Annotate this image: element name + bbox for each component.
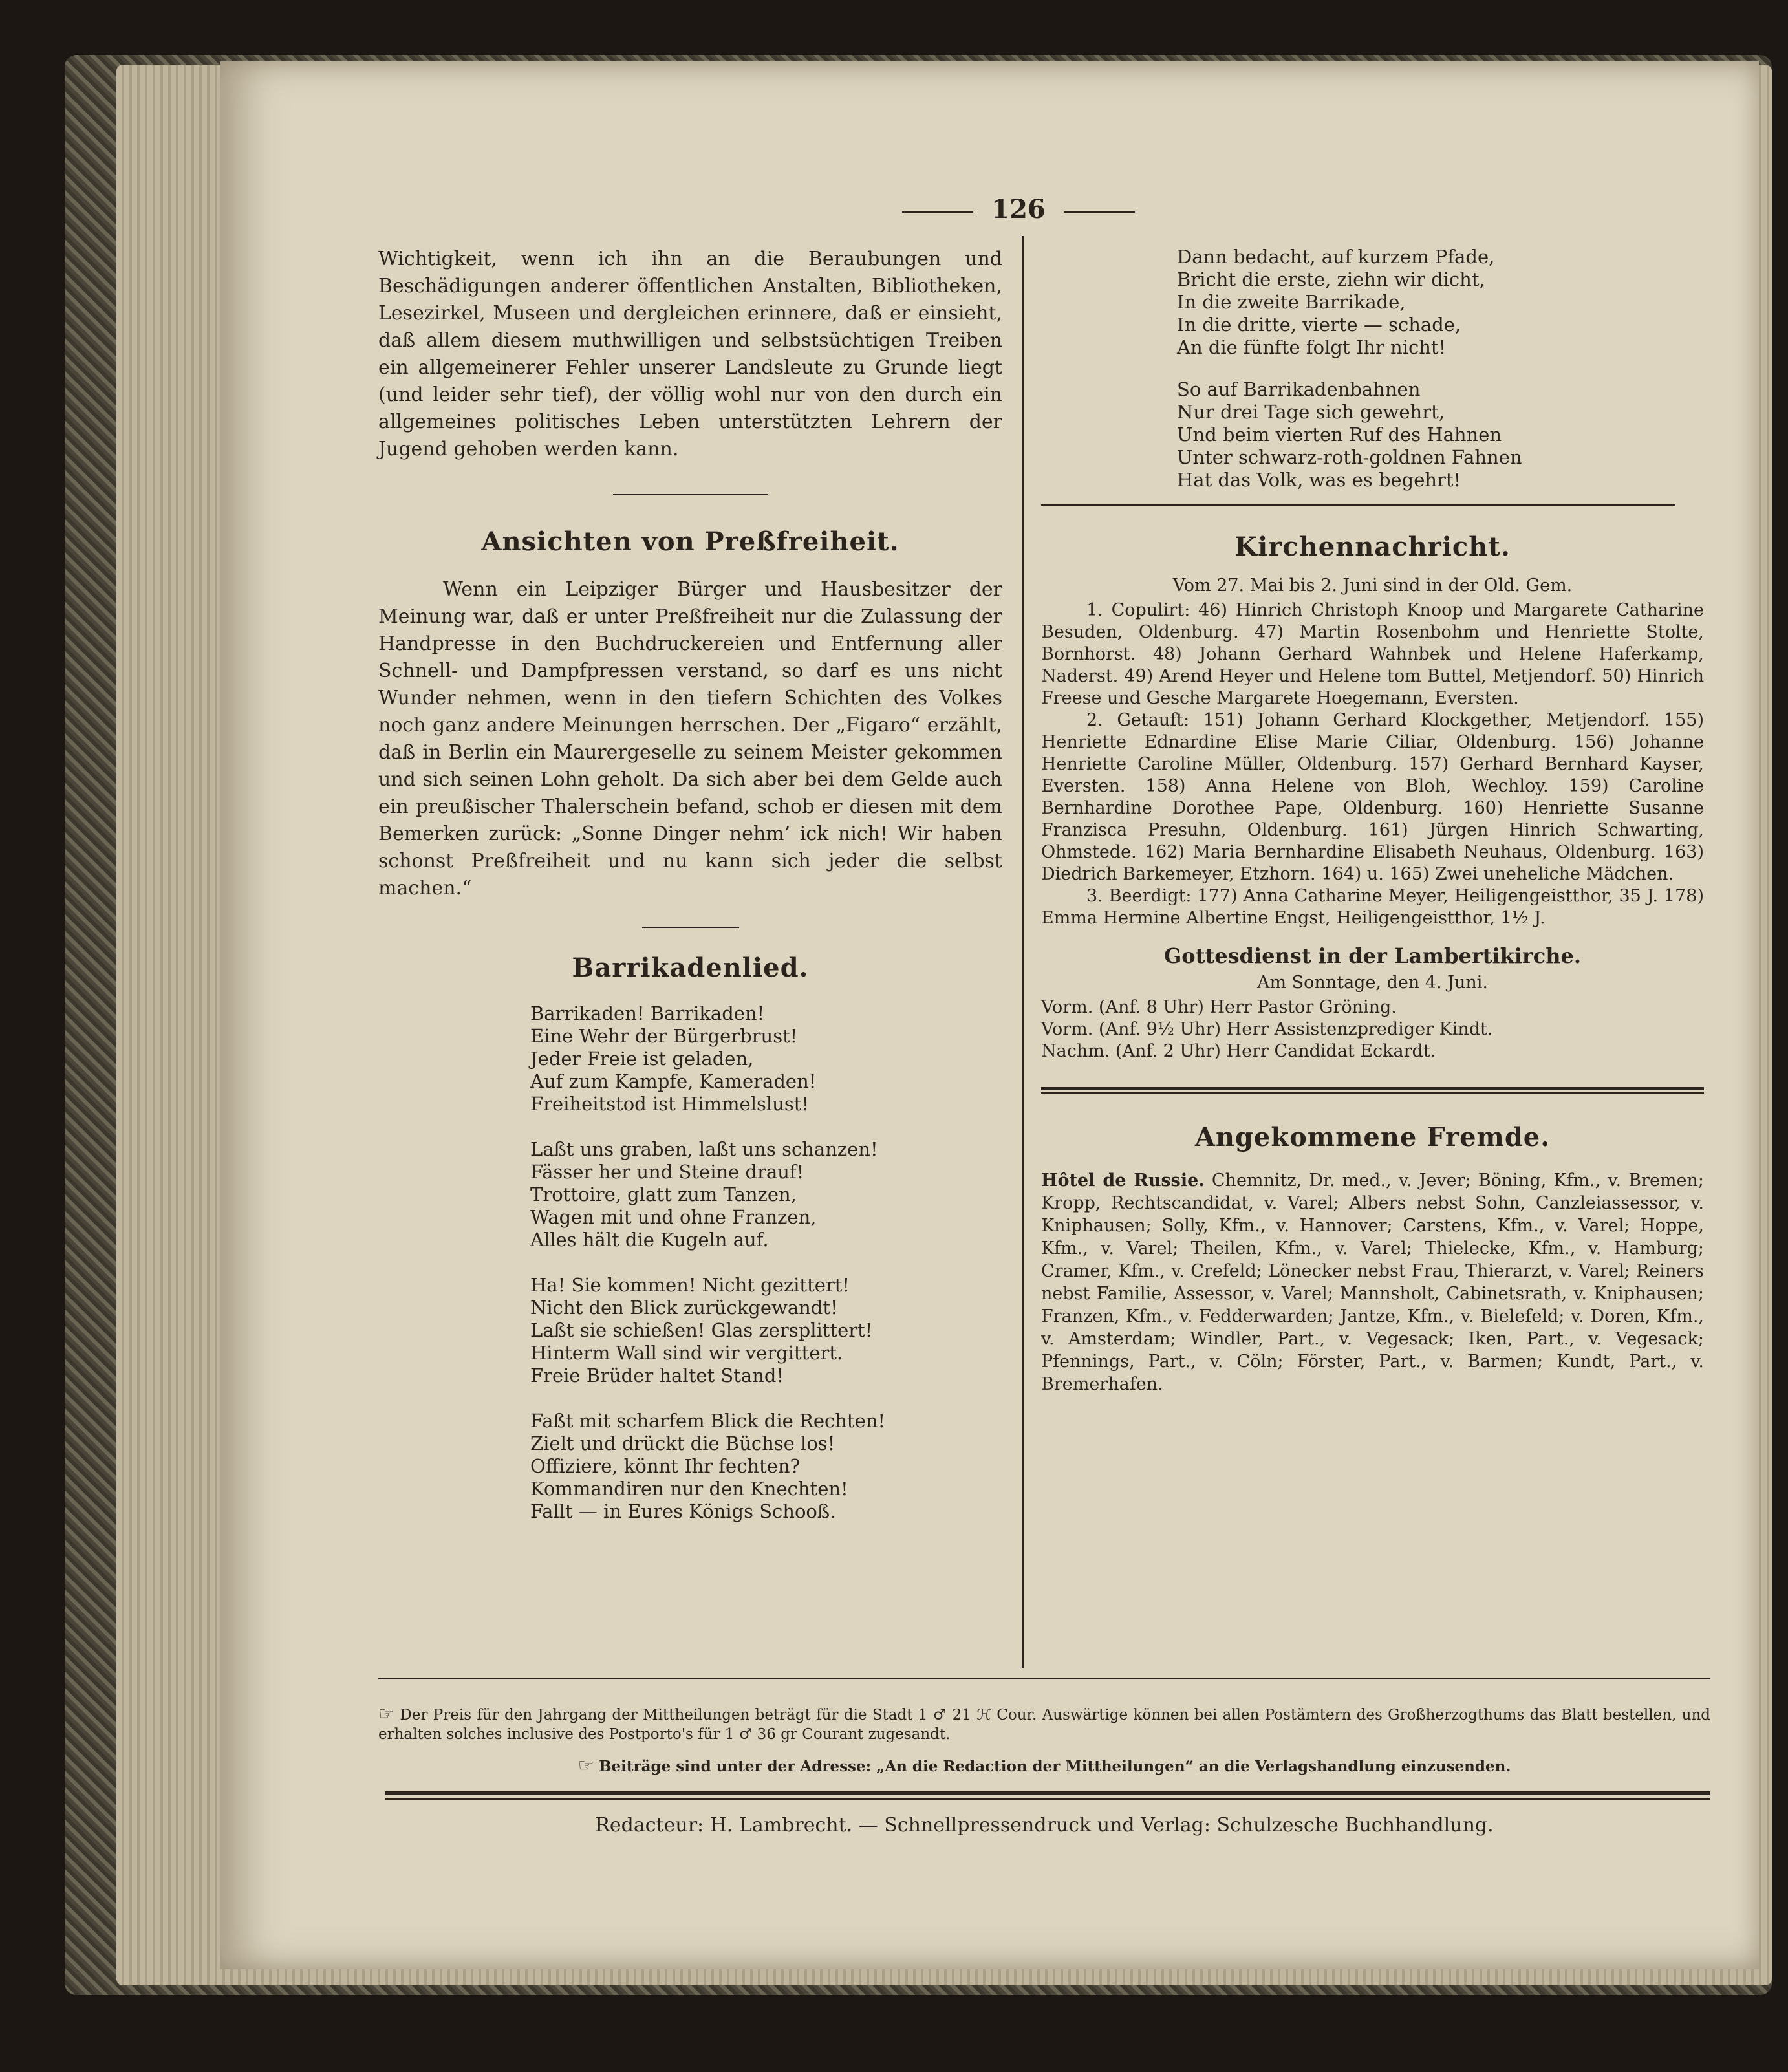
poem-stanza xyxy=(530,1410,1002,1523)
contrib-note xyxy=(378,1756,1710,1776)
poem-line: Eine Wehr der Bürgerbrust! xyxy=(530,1025,798,1047)
poem-line: Freie Brüder haltet Stand! xyxy=(530,1365,784,1387)
church-news-heading: Kirchennachricht. xyxy=(1234,532,1511,562)
contrib-note-block xyxy=(378,1756,1710,1776)
poem-stanza xyxy=(530,1002,1002,1116)
poem-line: So auf Barrikadenbahnen xyxy=(1177,378,1421,400)
church-news-getauft: 2. Getauft: 151) Johann Gerhard Klockgether, Metjendorf. 155) Henriette Ednardine Elise Marie Ciliar, Oldenburg. 156) Johanne Henriette Caroline Müller, Oldenburg. 157) Gerhard Bernhard Kayser, Eversten. 158) Anna Helene von Bloh, Wechloy. 159) Caroline Bernhardine Dorothee Pape, Oldenburg. 160) Henriette Susanne Franzisca Presuhn, Oldenburg. 161) Jürgen Hinrich Schwarting, Ohmstede. 162) Maria Bernhardine Elisabeth Neuhaus, Oldenburg. 163) Diedrich Barkemeyer, Etzhorn. 164) u. 165) Zwei uneheliche Mädchen. xyxy=(1041,710,1704,884)
contrib-note-text: Beiträge sind unter der Adresse: „An die Redaction der Mittheilungen“ an die Verlagshandlung einzusenden. xyxy=(599,1758,1511,1775)
double-rule xyxy=(1041,1087,1704,1090)
poem-line: Jeder Freie ist geladen, xyxy=(530,1048,754,1070)
poem-line: Nur drei Tage sich gewehrt, xyxy=(1177,401,1445,423)
poem-line: Dann bedacht, auf kurzem Pfade, xyxy=(1177,246,1495,268)
poem-line: Nicht den Blick zurückgewandt! xyxy=(530,1297,838,1319)
article-body-pressfreiheit: Wenn ein Leipziger Bürger und Hausbesitzer der Meinung war, daß er unter Preßfreiheit nur die Zulassung der Handpresse in den Buchdruckereien und Entfernung aller Schnell- und Dampfpressen verstand, so darf es uns nicht Wunder nehmen, wenn in den tiefern Schichten des Volkes noch ganz andere Meinungen herrschen. Der „Figaro“ erzählt, daß in Berlin ein Maurergeselle zu seinem Meister gekommen und sich seinen Lohn geholt. Da sich aber bei dem Gelde auch ein preußischer Thalerschein befand, schob er diesen mit dem Bemerken zurück: „Sonne Dinger nehm’ ick nich! Wir haben schonst Preßfreiheit und nu kann sich jeder die selbst machen.“ xyxy=(378,578,1002,900)
arrivals-heading: Angekommene Fremde. xyxy=(1194,1122,1551,1152)
newspaper-page xyxy=(220,61,1759,1969)
imprint: Redacteur: H. Lambrecht. — Schnellpressendruck und Verlag: Schulzesche Buchhandlung. xyxy=(595,1814,1494,1837)
hotel-name: Hôtel de Russie. xyxy=(1041,1171,1205,1191)
page-number-rule-right xyxy=(1064,211,1135,213)
price-note xyxy=(378,1704,1710,1744)
footer-rule-thin xyxy=(385,1798,1710,1800)
poem-line: Bricht die erste, ziehn wir dicht, xyxy=(1177,268,1485,290)
poem-line: Alles hält die Kugeln auf. xyxy=(530,1229,769,1251)
arrivals-list: Chemnitz, Dr. med., v. Jever; Böning, Kfm., v. Bremen; Kropp, Rechtscandidat, v. Varel; Albers nebst Sohn, Canzleiassessor, v. Kniphausen; Solly, Kfm., v. Hannover; Carstens, Kfm., v. Varel; Hoppe, Kfm., v. Varel; Theilen, Kfm., v. Varel; Thielecke, Kfm., v. Hamburg; Cramer, Kfm., v. Crefeld; Lönecker nebst Frau, Thierarzt, v. Varel; Reiners nebst Familie, Assessor, v. Varel; Mannsholt, Cabinetsrath, v. Kniphausen; Franzen, Kfm., v. Fedderwarden; Jantze, Kfm., v. Bielefeld; v. Doren, Kfm., v. Amsterdam; Windler, Part., v. Vegesack; Iken, Part., v. Vegesack; Pfennings, Part., v. Cöln; Förster, Part., v. Barmen; Kundt, Part., v. Bremerhafen. xyxy=(1041,1171,1704,1394)
poem-line: Trottoire, glatt zum Tanzen, xyxy=(530,1183,797,1205)
poem-line: Hat das Volk, was es begehrt! xyxy=(1177,469,1461,491)
poem-line: In die zweite Barrikade, xyxy=(1177,291,1406,313)
poem-line: Fallt — in Eures Königs Schooß. xyxy=(530,1500,836,1522)
church-news-intro: Vom 27. Mai bis 2. Juni sind in der Old. Gem. xyxy=(1172,576,1573,596)
barrikadenlied-poem xyxy=(378,1002,1002,1523)
poem-line: Laßt sie schießen! Glas zersplittert! xyxy=(530,1319,873,1341)
article-heading-barrikadenlied: Barrikadenlied. xyxy=(572,953,809,983)
poem-stanza xyxy=(530,1138,1002,1251)
service-list xyxy=(1041,997,1704,1063)
poem-continuation xyxy=(1041,246,1704,491)
poem-stanza xyxy=(1177,246,1704,359)
price-note-block xyxy=(378,1704,1710,1744)
service-line: Nachm. (Anf. 2 Uhr) Herr Candidat Eckardt. xyxy=(1041,1041,1436,1061)
price-note-text: Der Preis für den Jahrgang der Mittheilungen beträgt für die Stadt 1 ♂ 21 ℋ Cour. Auswärtige können bei allen Postämtern des Großherzogthums das Blatt bestellen, und erhalten solches inclusive des Postporto's für 1 ♂ 36 gr Courant zugesandt. xyxy=(378,1707,1710,1743)
separator-rule xyxy=(642,927,739,928)
poem-line: Hinterm Wall sind wir vergittert. xyxy=(530,1342,843,1364)
page-number: 126 xyxy=(991,194,1046,224)
poem-line: Fässer her und Steine drauf! xyxy=(530,1161,804,1183)
hand-pointer-icon: ☞ xyxy=(378,1703,395,1724)
poem-line: Zielt und drückt die Büchse los! xyxy=(530,1432,835,1454)
poem-line: Wagen mit und ohne Franzen, xyxy=(530,1206,817,1228)
poem-line: Kommandiren nur den Knechten! xyxy=(530,1478,848,1500)
poem-stanza xyxy=(1177,378,1704,491)
service-line: Vorm. (Anf. 8 Uhr) Herr Pastor Gröning. xyxy=(1041,997,1397,1017)
page-number-rule-left xyxy=(902,211,973,213)
column-divider xyxy=(1022,236,1024,1668)
double-rule-thin xyxy=(1041,1092,1704,1094)
poem-stanza xyxy=(530,1274,1002,1387)
service-date: Am Sonntage, den 4. Juni. xyxy=(1257,973,1488,993)
poem-line: An die fünfte folgt Ihr nicht! xyxy=(1177,336,1447,358)
article-heading-pressfreiheit: Ansichten von Preßfreiheit. xyxy=(481,526,899,557)
arrivals-text xyxy=(1041,1169,1704,1396)
poem-line: In die dritte, vierte — schade, xyxy=(1177,314,1461,336)
intro-paragraph: Wichtigkeit, wenn ich ihn an die Beraubungen und Beschädigungen anderer öffentlichen Anstalten, Bibliotheken, Lesezirkel, Museen und dergleichen erinnere, daß er einsieht, daß allem diesem muthwilligen und selbstsüchtigen Treiben ein allgemeinerer Fehler unserer Landsleute zu Grunde liegt (und leider sehr tief), der völlig wohl nur von den durch ein allgemeines politisches Leben unterstützten Lehrern der Jugend gehoben werden kann. xyxy=(378,248,1002,460)
poem-line: Auf zum Kampfe, Kameraden! xyxy=(530,1070,817,1092)
footer-rule-top xyxy=(378,1678,1710,1679)
right-column xyxy=(1041,246,1704,1396)
section-rule xyxy=(1041,504,1675,506)
footer-rule-thick xyxy=(385,1791,1710,1795)
poem-line: Faßt mit scharfem Blick die Rechten! xyxy=(530,1410,886,1432)
poem-line: Ha! Sie kommen! Nicht gezittert! xyxy=(530,1274,850,1296)
poem-line: Und beim vierten Ruf des Hahnen xyxy=(1177,424,1502,446)
poem-line: Unter schwarz-roth-goldnen Fahnen xyxy=(1177,446,1522,468)
left-column xyxy=(378,246,1002,1546)
poem-line: Barrikaden! Barrikaden! xyxy=(530,1002,765,1024)
hand-pointer-icon: ☞ xyxy=(577,1754,594,1776)
church-news-beerdigt: 3. Beerdigt: 177) Anna Catharine Meyer, Heiligengeistthor, 35 J. 178) Emma Hermine Albertine Engst, Heiligengeistthor, 1½ J. xyxy=(1041,886,1704,928)
separator-rule xyxy=(613,494,768,495)
church-news-copulirt: 1. Copulirt: 46) Hinrich Christoph Knoop und Margarete Catharine Besuden, Oldenburg. 47) Martin Rosenbohm und Henriette Stolte, Bornhorst. 48) Johann Gerhard Wahnbek und Helene Haferkamp, Naderst. 49) Arend Heyer und Helene tom Buttel, Metjendorf. 50) Hinrich Freese und Gesche Margarete Hoegemann, Eversten. xyxy=(1041,600,1704,708)
poem-line: Offiziere, könnt Ihr fechten? xyxy=(530,1455,801,1477)
poem-line: Freiheitstod ist Himmelslust! xyxy=(530,1093,810,1115)
poem-line: Laßt uns graben, laßt uns schanzen! xyxy=(530,1138,878,1160)
service-line: Vorm. (Anf. 9½ Uhr) Herr Assistenzprediger Kindt. xyxy=(1041,1019,1493,1039)
service-heading: Gottesdienst in der Lambertikirche. xyxy=(1163,944,1582,968)
